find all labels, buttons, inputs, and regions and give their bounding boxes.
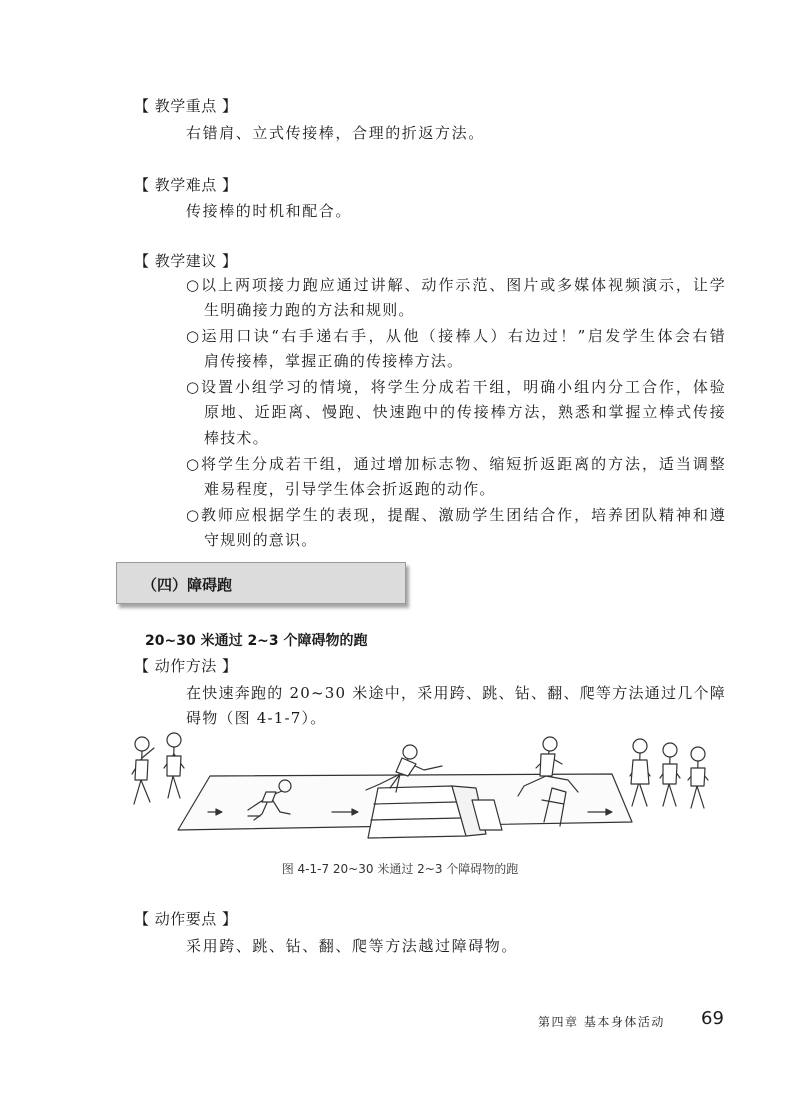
teaching-focus-text: 右错肩、立式传接棒，合理的折返方法。 (186, 124, 485, 142)
keypoints-text: 采用跨、跳、钻、翻、爬等方法越过障碍物。 (186, 937, 519, 955)
waiting-kids-right (630, 739, 708, 808)
method-line: 碍物（图 4-1-7）。 (186, 709, 327, 727)
section-title-box (116, 562, 406, 604)
heading-movement-keypoints: 【 动作要点 】 (134, 910, 238, 928)
heading-teaching-focus: 【 教学重点 】 (134, 97, 238, 115)
suggestion-line: 棒技术。 (204, 429, 269, 447)
suggestion-line: 难易程度，引导学生体会折返跑的动作。 (204, 480, 496, 498)
suggestion-line: ○设置小组学习的情境，将学生分成若干组，明确小组内分工合作，体验 (186, 378, 726, 396)
chapter-footer: 第四章 基本身体活动 (538, 1015, 665, 1029)
suggestion-line: ○教师应根据学生的表现，提醒、激励学生团结合作，培养团队精神和遵 (186, 506, 726, 524)
suggestion-line: 守规则的意识。 (204, 531, 318, 549)
suggestion-line: 原地、近距离、慢跑、快速跑中的传接棒方法，熟悉和掌握立棒式传接 (204, 403, 726, 421)
heading-movement-method: 【 动作方法 】 (134, 657, 238, 675)
suggestion-line: 生明确接力跑的方法和规则。 (204, 301, 415, 319)
method-line: 在快速奔跑的 20~30 米途中，采用跨、跳、钻、翻、爬等方法通过几个障 (186, 684, 726, 702)
waiting-kids-left (132, 733, 184, 804)
suggestion-line: ○将学生分成若干组，通过增加标志物、缩短折返距离的方法，适当调整 (186, 455, 726, 473)
section-title: （四）障碍跑 (142, 576, 233, 594)
heading-teaching-suggestions: 【 教学建议 】 (134, 252, 238, 270)
suggestion-line: 肩传接棒，掌握正确的传接棒方法。 (204, 352, 464, 370)
suggestion-line: ○以上两项接力跑应通过讲解、动作示范、图片或多媒体视频演示，让学 (186, 276, 726, 294)
subsection-title: 20~30 米通过 2~3 个障碍物的跑 (145, 633, 368, 649)
heading-teaching-difficulty: 【 教学难点 】 (134, 176, 238, 194)
teaching-difficulty-text: 传接棒的时机和配合。 (186, 202, 353, 220)
suggestion-line: ○运用口诀“右手递右手，从他（接棒人）右边过！”启发学生体会右错 (186, 327, 726, 345)
obstacle-run-illustration (120, 730, 720, 852)
figure-caption: 图 4-1-7 20~30 米通过 2~3 个障碍物的跑 (281, 862, 519, 876)
page-number: 69 (701, 1008, 724, 1029)
